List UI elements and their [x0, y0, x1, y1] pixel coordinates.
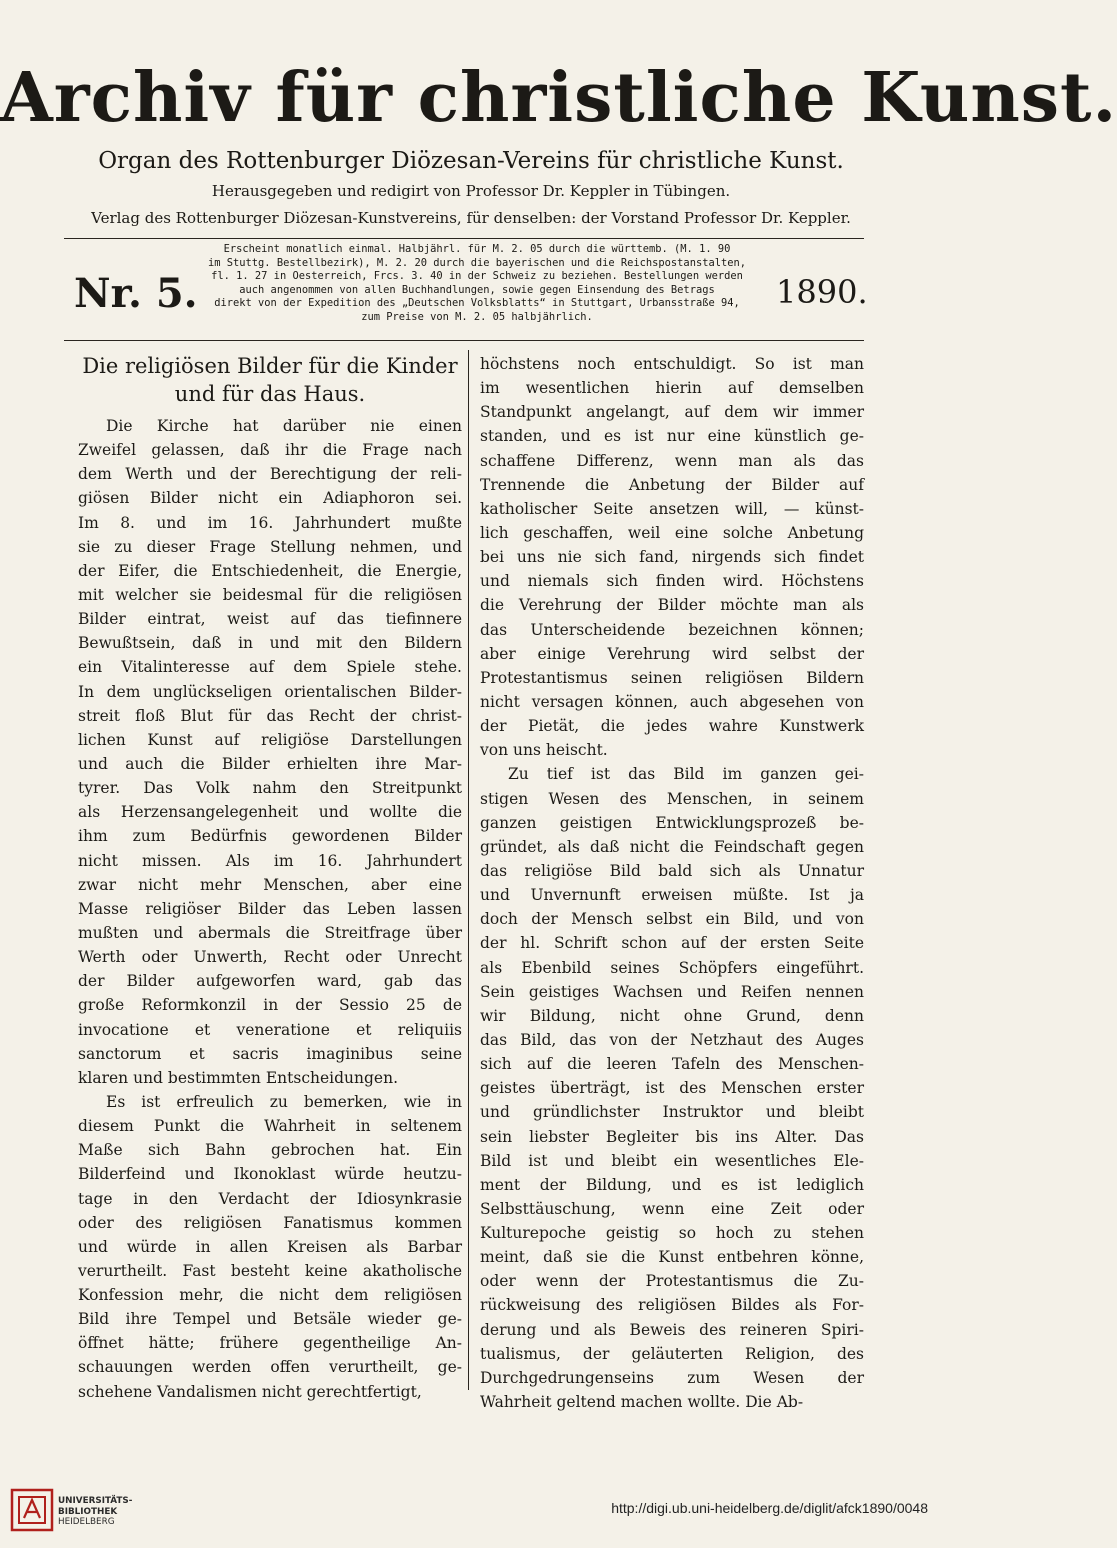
text-line: der hl. Schrift schon auf der ersten Seite	[480, 934, 864, 953]
text-line: Bilderfeind und Ikonoklast würde heutzu-	[78, 1165, 462, 1184]
source-url-link[interactable]: http://digi.ub.uni-heidelberg.de/diglit/afck1890/0048	[611, 1500, 928, 1516]
text-line: Bild ihre Tempel und Betsäle wieder ge-	[78, 1310, 462, 1329]
text-line: öffnet hätte; frühere gegentheilige An-	[78, 1334, 462, 1353]
text-line: Bild ist und bleibt ein wesentliches Ele-	[480, 1151, 864, 1170]
text-line: Im 8. und im 16. Jahrhundert mußte	[78, 513, 462, 532]
text-line: schauungen werden offen verurtheilt, ge-	[78, 1358, 462, 1377]
text-line: schaffene Differenz, wenn man als das	[480, 451, 864, 470]
text-line: Die Kirche hat darüber nie einen	[106, 417, 462, 435]
header-rule-bottom	[64, 340, 864, 341]
text-line: und gründlichster Instruktor und bleibt	[480, 1103, 864, 1122]
text-line: verurtheilt. Fast besteht keine akatholische	[78, 1261, 462, 1280]
text-line: nicht versagen können, auch abgesehen von	[480, 692, 864, 711]
library-name-line: HEIDELBERG	[58, 1517, 115, 1527]
text-line: und Unvernunft erweisen müßte. Ist ja	[480, 886, 864, 905]
text-line: In dem unglückseligen orientalischen Bilder-	[78, 682, 462, 701]
text-line: sich auf die leeren Tafeln des Menschen-	[480, 1055, 864, 1074]
text-line: Durchgedrungenseins zum Wesen der	[480, 1368, 864, 1387]
text-line: Konfession mehr, die nicht dem religiösen	[78, 1286, 462, 1305]
text-line: rückweisung des religiösen Bildes als For-	[480, 1296, 864, 1315]
text-line: meint, daß sie die Kunst entbehren könne,	[480, 1248, 864, 1267]
text-line: Protestantismus seinen religiösen Bildern	[480, 668, 864, 687]
library-name-line: UNIVERSITÄTS-	[58, 1496, 133, 1506]
journal-subtitle: Organ des Rottenburger Diözesan-Vereins für christliche Kunst.	[98, 148, 844, 174]
right-text-lines	[480, 352, 864, 1414]
text-line: lichen Kunst auf religiöse Darstellungen	[78, 730, 462, 749]
text-line: schehene Vandalismen nicht gerechtfertigt,	[78, 1382, 422, 1401]
text-line: geistes überträgt, ist des Menschen erster	[480, 1079, 864, 1098]
text-line: klaren und bestimmten Entscheidungen.	[78, 1068, 399, 1087]
editor-line: Herausgegeben und redigirt von Professor Dr. Keppler in Tübingen.	[211, 182, 731, 200]
text-line: standen, und es ist nur eine künstlich ge-	[480, 427, 864, 446]
text-line: ihm zum Bedürfnis gewordenen Bilder	[78, 827, 462, 846]
text-line: ganzen geistigen Entwicklungsprozeß be-	[480, 813, 864, 832]
text-line: oder wenn der Protestantismus die Zu-	[480, 1272, 864, 1291]
text-line: Es ist erfreulich zu bemerken, wie in	[106, 1092, 462, 1111]
text-line: als Ebenbild seines Schöpfers eingeführt.	[480, 958, 864, 977]
text-line: mußten und abermals die Streitfrage über	[78, 923, 462, 942]
text-line: Sein geistiges Wachsen und Reifen nennen	[480, 982, 864, 1001]
text-line: nicht missen. Als im 16. Jahrhundert	[78, 851, 462, 870]
text-line: der Eifer, die Entschiedenheit, die Energie,	[78, 561, 462, 580]
issue-year: 1890.	[776, 273, 868, 311]
text-line: streit floß Blut für das Recht der christ-	[78, 706, 462, 725]
subscription-info	[186, 243, 768, 324]
text-line: Standpunkt angelangt, auf dem wir immer	[480, 403, 864, 422]
text-line: sein liebster Begleiter bis ins Alter. Das	[480, 1127, 864, 1146]
text-line: Trennende die Anbetung der Bilder auf	[480, 475, 864, 494]
text-line: bei uns nie sich fand, nirgends sich findet	[480, 548, 864, 567]
text-line: große Reformkonzil in der Sessio 25 de	[78, 996, 462, 1015]
subscription-line: Erscheint monatlich einmal. Halbjährl. für M. 2. 05 durch die württemb. (M. 1. 90	[223, 243, 731, 255]
text-line: giösen Bilder nicht ein Adiaphoron sei.	[78, 489, 462, 508]
text-line: Maße sich Bahn gebrochen hat. Ein	[78, 1141, 462, 1160]
text-line: Masse religiöser Bilder das Leben lassen	[78, 899, 462, 918]
article-column-left	[78, 352, 462, 1404]
text-line: tyrer. Das Volk nahm den Streitpunkt	[78, 779, 462, 798]
article-column-right	[480, 352, 864, 1414]
text-line: invocatione et veneratione et reliquiis	[78, 1020, 462, 1039]
article-title-line: Die religiösen Bilder für die Kinder	[82, 354, 458, 378]
text-line: tualismus, der geläuterten Religion, des	[480, 1344, 864, 1363]
column-divider	[468, 350, 469, 1390]
text-line: höchstens noch entschuldigt. So ist man	[480, 355, 864, 373]
text-line: aber einige Verehrung wird selbst der	[480, 644, 864, 663]
text-line: Werth oder Unwerth, Recht oder Unrecht	[78, 948, 462, 967]
text-line: Bilder eintrat, weist auf das tiefinnere	[78, 610, 462, 629]
text-line: Zweifel gelassen, daß ihr die Frage nach	[78, 441, 462, 460]
text-line: das religiöse Bild bald sich als Unnatur	[480, 861, 864, 880]
text-line: Bewußtsein, daß in und mit den Bildern	[78, 634, 462, 653]
text-line: der Bilder aufgeworfen ward, gab das	[78, 972, 462, 991]
header-rule-top	[64, 238, 864, 239]
text-line: ment der Bildung, und es ist lediglich	[480, 1175, 864, 1194]
text-line: doch der Mensch selbst ein Bild, und von	[480, 910, 864, 929]
text-line: und niemals sich finden wird. Höchstens	[480, 572, 864, 591]
text-line: Wahrheit geltend machen wollte. Die Ab-	[480, 1393, 804, 1412]
text-line: oder des religiösen Fanatismus kommen	[78, 1213, 462, 1232]
text-line: mit welcher sie beidesmal für die religiösen	[78, 585, 462, 604]
text-line: der Pietät, die jedes wahre Kunstwerk	[480, 717, 864, 736]
left-text-lines	[78, 414, 462, 1404]
text-line: derung und als Beweis des reineren Spiri-	[480, 1320, 864, 1339]
text-line: zwar nicht mehr Menschen, aber eine	[78, 875, 462, 894]
text-line: das Unterscheidende bezeichnen können;	[480, 620, 864, 639]
text-line: die Verehrung der Bilder möchte man als	[480, 596, 864, 615]
library-logo-icon	[10, 1488, 54, 1532]
text-line: das Bild, das von der Netzhaut des Auges	[480, 1030, 864, 1049]
text-line: als Herzensangelegenheit und wollte die	[78, 803, 462, 822]
text-line: von uns heischt.	[480, 741, 608, 760]
text-line: ein Vitalinteresse auf dem Spiele stehe.	[78, 658, 462, 677]
publisher-line: Verlag des Rottenburger Diözesan-Kunstvereins, für denselben: der Vorstand Professor Dr. Keppler.	[91, 209, 851, 227]
text-line: wir Bildung, nicht ohne Grund, denn	[480, 1006, 864, 1025]
text-line: katholischer Seite ansetzen will, — künst-	[480, 499, 864, 518]
text-line: dem Werth und der Berechtigung der reli-	[78, 465, 462, 484]
issue-number: Nr. 5.	[74, 270, 198, 317]
text-line: und würde in allen Kreisen als Barbar	[78, 1237, 462, 1256]
subscription-line: zum Preise von M. 2. 05 halbjährlich.	[361, 310, 593, 323]
article-title	[78, 352, 462, 408]
article-title-line: und für das Haus.	[174, 382, 366, 406]
text-line: tage in den Verdacht der Idiosynkrasie	[78, 1189, 462, 1208]
subscription-line: fl. 1. 27 in Oesterreich, Frcs. 3. 40 in der Schweiz zu beziehen. Bestellungen werden	[211, 270, 743, 282]
subscription-line: direkt von der Expedition des „Deutschen Volksblatts“ in Stuttgart, Urbansstraße 94,	[214, 297, 740, 309]
text-line: diesem Punkt die Wahrheit in seltenem	[78, 1117, 462, 1136]
text-line: stigen Wesen des Menschen, in seinem	[480, 789, 864, 808]
library-name-line: BIBLIOTHEK	[58, 1506, 118, 1517]
subscription-line: im Stuttg. Bestellbezirk), M. 2. 20 durch die bayerischen und die Reichspostanstalten,	[208, 256, 746, 269]
subscription-line: auch angenommen von allen Buchhandlungen, sowie gegen Einsendung des Betrags	[239, 283, 715, 296]
journal-title: Archiv für christliche Kunst.	[0, 58, 1117, 138]
text-line: Kulturepoche geistig so hoch zu stehen	[480, 1224, 864, 1243]
library-name	[58, 1496, 178, 1528]
text-line: Selbsttäuschung, wenn eine Zeit oder	[480, 1199, 864, 1218]
text-line: lich geschaffen, weil eine solche Anbetung	[480, 523, 864, 542]
text-line: sanctorum et sacris imaginibus seine	[78, 1044, 462, 1063]
text-line: sie zu dieser Frage Stellung nehmen, und	[78, 537, 462, 556]
text-line: im wesentlichen hierin auf demselben	[480, 379, 864, 398]
text-line: und auch die Bilder erhielten ihre Mar-	[78, 754, 462, 773]
text-line: Zu tief ist das Bild im ganzen gei-	[508, 765, 864, 784]
text-line: gründet, als daß nicht die Feindschaft gegen	[480, 837, 864, 856]
